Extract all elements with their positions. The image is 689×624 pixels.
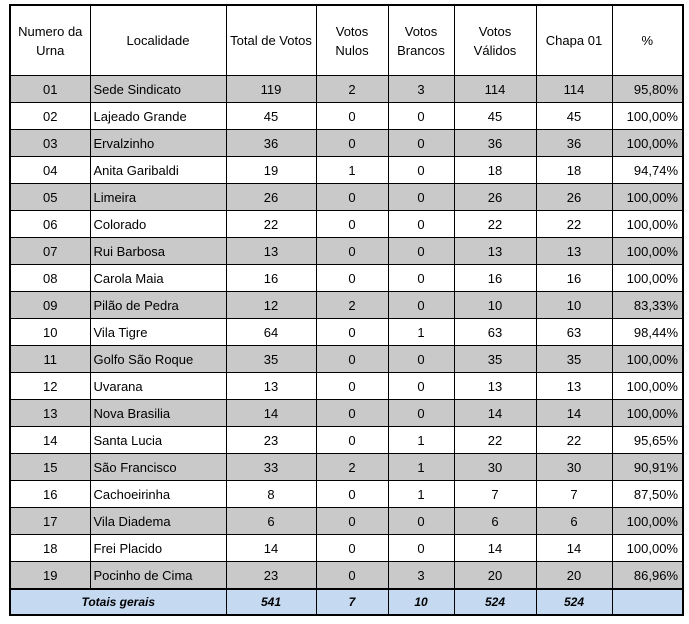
cell-votos-validos: 114: [454, 76, 536, 103]
cell-urna-number: 10: [10, 319, 90, 346]
cell-localidade: Vila Tigre: [90, 319, 226, 346]
cell-urna-number: 17: [10, 508, 90, 535]
header-total-votos: Total de Votos: [226, 5, 316, 76]
cell-total-votos: 35: [226, 346, 316, 373]
cell-localidade: Carola Maia: [90, 265, 226, 292]
cell-votos-brancos: 0: [388, 130, 454, 157]
cell-percent: 90,91%: [612, 454, 683, 481]
cell-votos-validos: 18: [454, 157, 536, 184]
cell-chapa-01: 13: [536, 373, 612, 400]
cell-votos-nulos: 0: [316, 103, 388, 130]
cell-votos-brancos: 0: [388, 265, 454, 292]
totals-votos-brancos: 10: [388, 589, 454, 615]
results-table: [9, 4, 684, 616]
cell-percent: 98,44%: [612, 319, 683, 346]
cell-votos-brancos: 0: [388, 400, 454, 427]
cell-percent: 86,96%: [612, 562, 683, 590]
table-row: [10, 292, 683, 319]
cell-total-votos: 8: [226, 481, 316, 508]
cell-votos-validos: 13: [454, 373, 536, 400]
cell-chapa-01: 22: [536, 427, 612, 454]
table-row: [10, 103, 683, 130]
cell-votos-brancos: 1: [388, 427, 454, 454]
cell-localidade: Rui Barbosa: [90, 238, 226, 265]
header-localidade: Localidade: [90, 5, 226, 76]
header-votos-validos: Votos Válidos: [454, 5, 536, 76]
cell-total-votos: 13: [226, 238, 316, 265]
cell-chapa-01: 20: [536, 562, 612, 590]
cell-localidade: Lajeado Grande: [90, 103, 226, 130]
table-row: [10, 211, 683, 238]
cell-localidade: Golfo São Roque: [90, 346, 226, 373]
cell-urna-number: 04: [10, 157, 90, 184]
cell-percent: 100,00%: [612, 346, 683, 373]
cell-votos-nulos: 0: [316, 130, 388, 157]
cell-localidade: Ervalzinho: [90, 130, 226, 157]
cell-votos-brancos: 0: [388, 238, 454, 265]
cell-chapa-01: 45: [536, 103, 612, 130]
cell-chapa-01: 63: [536, 319, 612, 346]
cell-votos-brancos: 0: [388, 373, 454, 400]
cell-total-votos: 23: [226, 562, 316, 590]
table-row: [10, 238, 683, 265]
cell-localidade: Uvarana: [90, 373, 226, 400]
cell-votos-nulos: 1: [316, 157, 388, 184]
table-row: [10, 76, 683, 103]
cell-votos-brancos: 0: [388, 103, 454, 130]
cell-localidade: Vila Diadema: [90, 508, 226, 535]
cell-votos-validos: 10: [454, 292, 536, 319]
cell-votos-brancos: 0: [388, 211, 454, 238]
cell-localidade: Frei Placido: [90, 535, 226, 562]
cell-localidade: São Francisco: [90, 454, 226, 481]
header-votos-nulos: Votos Nulos: [316, 5, 388, 76]
table-row: [10, 481, 683, 508]
table-row: [10, 427, 683, 454]
cell-total-votos: 45: [226, 103, 316, 130]
cell-percent: 100,00%: [612, 508, 683, 535]
cell-total-votos: 6: [226, 508, 316, 535]
table-row: [10, 157, 683, 184]
cell-urna-number: 13: [10, 400, 90, 427]
cell-votos-brancos: 3: [388, 76, 454, 103]
cell-urna-number: 19: [10, 562, 90, 590]
cell-total-votos: 12: [226, 292, 316, 319]
cell-votos-validos: 20: [454, 562, 536, 590]
cell-votos-nulos: 0: [316, 265, 388, 292]
table-row: [10, 319, 683, 346]
totals-votos-nulos: 7: [316, 589, 388, 615]
cell-percent: 100,00%: [612, 265, 683, 292]
cell-votos-brancos: 1: [388, 319, 454, 346]
cell-votos-nulos: 2: [316, 454, 388, 481]
cell-urna-number: 01: [10, 76, 90, 103]
cell-chapa-01: 14: [536, 535, 612, 562]
cell-urna-number: 14: [10, 427, 90, 454]
cell-percent: 100,00%: [612, 400, 683, 427]
totals-label: Totais gerais: [10, 589, 226, 615]
cell-percent: 94,74%: [612, 157, 683, 184]
cell-votos-validos: 14: [454, 535, 536, 562]
cell-urna-number: 09: [10, 292, 90, 319]
cell-localidade: Colorado: [90, 211, 226, 238]
cell-urna-number: 06: [10, 211, 90, 238]
cell-localidade: Anita Garibaldi: [90, 157, 226, 184]
table-row: [10, 508, 683, 535]
header-row: [10, 5, 683, 76]
cell-urna-number: 16: [10, 481, 90, 508]
cell-votos-nulos: 0: [316, 481, 388, 508]
cell-votos-brancos: 0: [388, 292, 454, 319]
cell-chapa-01: 35: [536, 346, 612, 373]
cell-total-votos: 14: [226, 400, 316, 427]
cell-votos-brancos: 1: [388, 481, 454, 508]
cell-votos-brancos: 0: [388, 508, 454, 535]
cell-votos-validos: 16: [454, 265, 536, 292]
cell-total-votos: 36: [226, 130, 316, 157]
cell-chapa-01: 30: [536, 454, 612, 481]
cell-votos-validos: 45: [454, 103, 536, 130]
header-votos-brancos: Votos Brancos: [388, 5, 454, 76]
cell-percent: 100,00%: [612, 238, 683, 265]
cell-total-votos: 14: [226, 535, 316, 562]
cell-total-votos: 33: [226, 454, 316, 481]
cell-urna-number: 05: [10, 184, 90, 211]
cell-votos-brancos: 1: [388, 454, 454, 481]
cell-votos-nulos: 0: [316, 427, 388, 454]
cell-votos-nulos: 2: [316, 76, 388, 103]
cell-localidade: Limeira: [90, 184, 226, 211]
cell-chapa-01: 26: [536, 184, 612, 211]
table-row: [10, 130, 683, 157]
cell-votos-validos: 26: [454, 184, 536, 211]
table-row: [10, 265, 683, 292]
table-row: [10, 535, 683, 562]
cell-percent: 100,00%: [612, 535, 683, 562]
cell-localidade: Pilão de Pedra: [90, 292, 226, 319]
cell-total-votos: 26: [226, 184, 316, 211]
cell-localidade: Cachoeirinha: [90, 481, 226, 508]
table-row: [10, 373, 683, 400]
cell-votos-validos: 13: [454, 238, 536, 265]
cell-percent: 100,00%: [612, 130, 683, 157]
cell-urna-number: 11: [10, 346, 90, 373]
table-row: [10, 562, 683, 590]
cell-chapa-01: 14: [536, 400, 612, 427]
cell-urna-number: 02: [10, 103, 90, 130]
cell-votos-validos: 22: [454, 211, 536, 238]
cell-votos-validos: 63: [454, 319, 536, 346]
cell-votos-brancos: 0: [388, 157, 454, 184]
cell-votos-validos: 6: [454, 508, 536, 535]
cell-percent: 95,80%: [612, 76, 683, 103]
cell-chapa-01: 36: [536, 130, 612, 157]
cell-urna-number: 18: [10, 535, 90, 562]
cell-total-votos: 23: [226, 427, 316, 454]
cell-percent: 87,50%: [612, 481, 683, 508]
cell-chapa-01: 22: [536, 211, 612, 238]
cell-votos-nulos: 2: [316, 292, 388, 319]
cell-urna-number: 15: [10, 454, 90, 481]
totals-total-votos: 541: [226, 589, 316, 615]
header-percent: %: [612, 5, 683, 76]
cell-localidade: Pocinho de Cima: [90, 562, 226, 590]
cell-localidade: Nova Brasilia: [90, 400, 226, 427]
cell-chapa-01: 114: [536, 76, 612, 103]
cell-percent: 95,65%: [612, 427, 683, 454]
cell-votos-nulos: 0: [316, 319, 388, 346]
cell-votos-nulos: 0: [316, 373, 388, 400]
cell-total-votos: 13: [226, 373, 316, 400]
cell-localidade: Santa Lucia: [90, 427, 226, 454]
cell-votos-brancos: 3: [388, 562, 454, 590]
cell-urna-number: 03: [10, 130, 90, 157]
cell-chapa-01: 13: [536, 238, 612, 265]
cell-votos-brancos: 0: [388, 535, 454, 562]
cell-chapa-01: 10: [536, 292, 612, 319]
totals-percent: [612, 589, 683, 615]
cell-localidade: Sede Sindicato: [90, 76, 226, 103]
header-chapa-01: Chapa 01: [536, 5, 612, 76]
cell-total-votos: 119: [226, 76, 316, 103]
cell-percent: 100,00%: [612, 103, 683, 130]
cell-total-votos: 64: [226, 319, 316, 346]
cell-votos-nulos: 0: [316, 562, 388, 590]
totals-row: [10, 589, 683, 615]
cell-total-votos: 19: [226, 157, 316, 184]
cell-votos-nulos: 0: [316, 346, 388, 373]
results-table-container: [9, 4, 684, 616]
cell-votos-nulos: 0: [316, 508, 388, 535]
cell-percent: 100,00%: [612, 373, 683, 400]
totals-chapa-01: 524: [536, 589, 612, 615]
cell-percent: 83,33%: [612, 292, 683, 319]
cell-votos-validos: 7: [454, 481, 536, 508]
cell-urna-number: 07: [10, 238, 90, 265]
totals-votos-validos: 524: [454, 589, 536, 615]
cell-votos-nulos: 0: [316, 184, 388, 211]
cell-chapa-01: 6: [536, 508, 612, 535]
cell-chapa-01: 7: [536, 481, 612, 508]
cell-votos-nulos: 0: [316, 535, 388, 562]
cell-votos-validos: 22: [454, 427, 536, 454]
cell-votos-nulos: 0: [316, 238, 388, 265]
table-body: [10, 76, 683, 590]
cell-votos-validos: 14: [454, 400, 536, 427]
cell-chapa-01: 18: [536, 157, 612, 184]
cell-percent: 100,00%: [612, 211, 683, 238]
cell-votos-validos: 35: [454, 346, 536, 373]
cell-votos-validos: 36: [454, 130, 536, 157]
table-row: [10, 400, 683, 427]
table-row: [10, 454, 683, 481]
cell-urna-number: 12: [10, 373, 90, 400]
cell-percent: 100,00%: [612, 184, 683, 211]
cell-total-votos: 22: [226, 211, 316, 238]
cell-total-votos: 16: [226, 265, 316, 292]
table-row: [10, 184, 683, 211]
header-numero-urna: Numero da Urna: [10, 5, 90, 76]
table-row: [10, 346, 683, 373]
cell-votos-brancos: 0: [388, 346, 454, 373]
cell-votos-nulos: 0: [316, 400, 388, 427]
cell-votos-brancos: 0: [388, 184, 454, 211]
cell-votos-validos: 30: [454, 454, 536, 481]
cell-chapa-01: 16: [536, 265, 612, 292]
cell-votos-nulos: 0: [316, 211, 388, 238]
cell-urna-number: 08: [10, 265, 90, 292]
